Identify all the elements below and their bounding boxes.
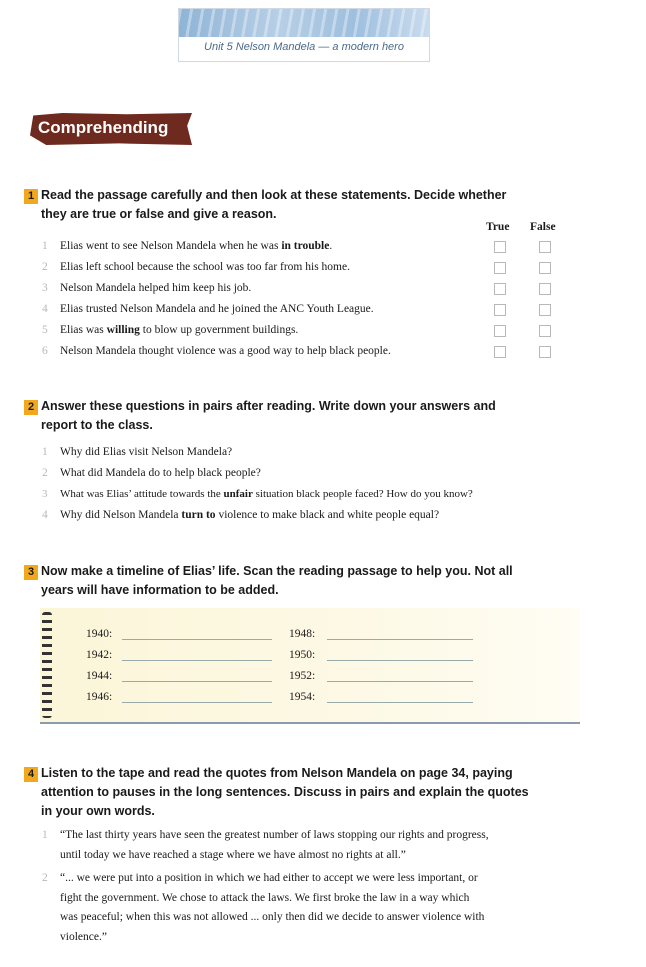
false-checkbox[interactable] (539, 325, 551, 337)
true-checkbox[interactable] (494, 346, 506, 358)
exercise-number: 2 (24, 400, 38, 415)
false-checkbox[interactable] (539, 283, 551, 295)
exercise-number: 3 (24, 565, 38, 580)
timeline-right-column (289, 628, 473, 712)
exercise-number: 1 (24, 189, 38, 204)
answer-line[interactable] (327, 660, 473, 661)
question-item: 1 Why did Elias visit Nelson Mandela? (42, 446, 233, 458)
false-column-header: False (530, 221, 556, 233)
true-checkbox[interactable] (494, 325, 506, 337)
answer-line[interactable] (122, 702, 272, 703)
false-checkbox[interactable] (539, 304, 551, 316)
timeline-entry: 1940: (86, 628, 272, 649)
statement-item: 2 Elias left school because the school was too far from his home. (42, 261, 350, 273)
answer-line[interactable] (122, 681, 272, 682)
false-checkbox[interactable] (539, 262, 551, 274)
exercise-number: 4 (24, 767, 38, 782)
timeline-entry: 1948: (289, 628, 473, 649)
false-checkbox[interactable] (539, 346, 551, 358)
true-checkbox[interactable] (494, 262, 506, 274)
unit-title: Unit 5 Nelson Mandela — a modern hero (204, 41, 404, 53)
answer-line[interactable] (122, 639, 272, 640)
timeline-entry: 1944: (86, 670, 272, 691)
unit-banner (178, 8, 430, 62)
answer-line[interactable] (327, 702, 473, 703)
exercise-4-instructions: 4 Listen to the tape and read the quotes from Nelson Mandela on page 34, paying attention to pauses in the long sentences. Discuss in pairs and explain the quotes in your own words. (24, 764, 624, 821)
true-column-header: True (486, 221, 510, 233)
statement-item: 5 Elias was willing to blow up government buildings. (42, 324, 299, 336)
question-item: 4 Why did Nelson Mandela turn to violence to make black and white people equal? (42, 509, 440, 521)
true-checkbox[interactable] (494, 283, 506, 295)
question-item: 3 What was Elias’ attitude towards the unfair situation black people faced? How do you know? (42, 488, 473, 500)
statement-item: 3 Nelson Mandela helped him keep his job. (42, 282, 252, 294)
exercise-2-instructions: 2 Answer these questions in pairs after reading. Write down your answers and report to the class. (24, 397, 604, 435)
statement-item: 1 Elias went to see Nelson Mandela when he was in trouble. (42, 240, 333, 252)
answer-line[interactable] (327, 639, 473, 640)
statement-item: 4 Elias trusted Nelson Mandela and he joined the ANC Youth League. (42, 303, 374, 315)
timeline-entry: 1954: (289, 691, 473, 712)
question-list (42, 445, 473, 529)
exercise-1-instructions: 1 Read the passage carefully and then look at these statements. Decide whether they are true or false and give a reason. (24, 186, 604, 224)
question-item: 2 What did Mandela do to help black people? (42, 467, 261, 479)
true-checkbox[interactable] (494, 241, 506, 253)
timeline-entry: 1950: (289, 649, 473, 670)
exercise-3-instructions: 3 Now make a timeline of Elias’ life. Scan the reading passage to help you. Not all years will have information to be added. (24, 562, 614, 600)
statement-item: 6 Nelson Mandela thought violence was a good way to help black people. (42, 345, 391, 357)
quote-2: 2 “... we were put into a position in which we had either to accept we were less important, or fight the government. We chose to attack the laws. We first broke the law in a way which was peaceful; when this was not allowed ... only then did we decide to answer violence with violence.” (42, 872, 485, 943)
false-checkbox[interactable] (539, 241, 551, 253)
timeline-entry: 1946: (86, 691, 272, 712)
quote-1: 1 “The last thirty years have seen the greatest number of laws stopping our rights and progress, until today we have reached a stage where we have almost no rights at all.” (42, 829, 489, 861)
timeline-left-column (86, 628, 272, 712)
timeline-entry: 1942: (86, 649, 272, 670)
section-title: Comprehending (38, 118, 169, 137)
statement-list (42, 239, 391, 365)
timeline-entry: 1952: (289, 670, 473, 691)
banner-decoration (179, 9, 429, 37)
true-checkbox[interactable] (494, 304, 506, 316)
answer-line[interactable] (327, 681, 473, 682)
answer-line[interactable] (122, 660, 272, 661)
spiral-binding-icon (42, 612, 52, 718)
